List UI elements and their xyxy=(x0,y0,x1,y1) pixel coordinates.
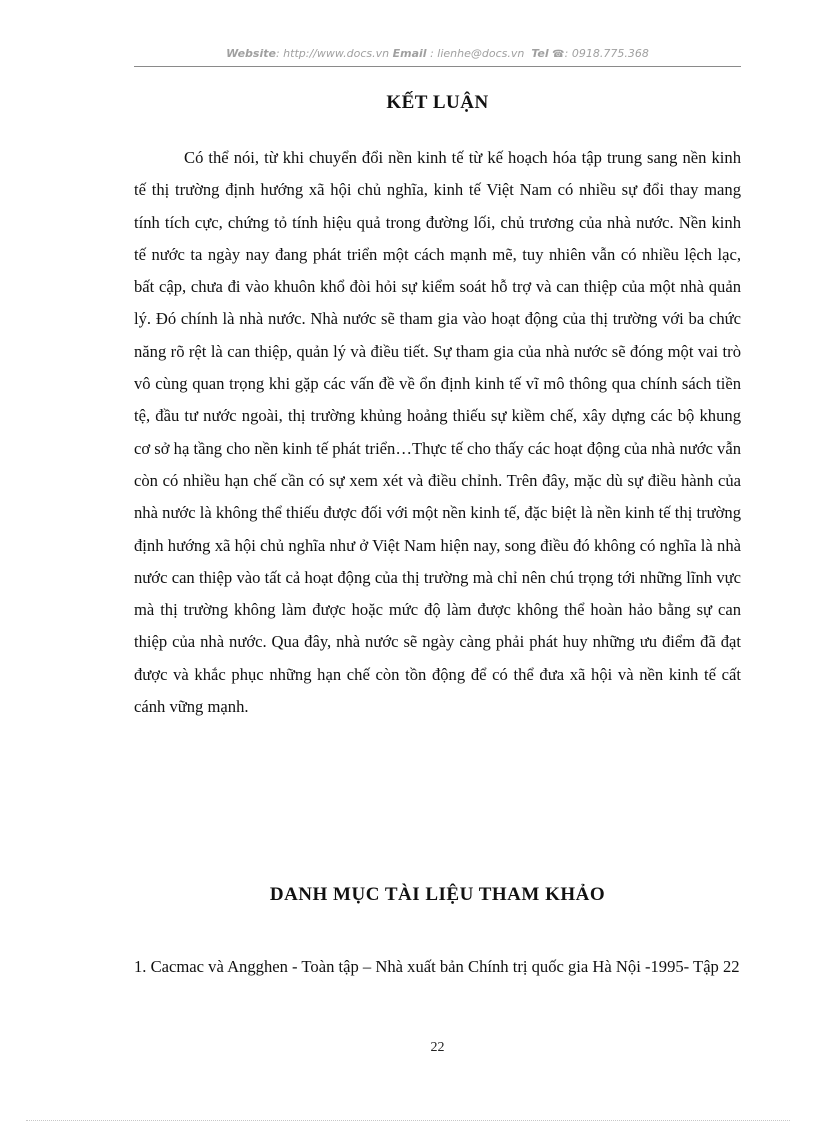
references-title: DANH MỤC TÀI LIỆU THAM KHẢO xyxy=(269,884,606,905)
tel-label: Tel xyxy=(531,47,549,60)
website-value: : http://www.docs.vn xyxy=(275,47,390,60)
header-divider xyxy=(134,66,741,67)
phone-icon: ☎ xyxy=(552,49,565,60)
website-label: Website xyxy=(226,47,276,60)
email-label: Email xyxy=(392,47,427,60)
tel-value: : 0918.775.368 xyxy=(564,47,649,60)
page-bottom-edge xyxy=(26,1120,790,1121)
reference-item: 1. Cacmac và Angghen - Toàn tập – Nhà xuất bản Chính trị quốc gia Hà Nội -1995- Tập 22 xyxy=(134,957,740,976)
email-value: : lienhe@docs.vn xyxy=(430,47,525,60)
conclusion-title: KẾT LUẬN xyxy=(386,92,489,113)
page-header xyxy=(134,47,741,60)
page-number: 22 xyxy=(430,1040,445,1055)
conclusion-paragraph: Có thể nói, từ khi chuyển đổi nền kinh tế từ kế hoạch hóa tập trung sang nền kinh tế thị trường định hướng xã hội chủ nghĩa, kinh tế Việt Nam có nhiều sự đổi thay mang tính tích cực, chứng tỏ tính hiệu quả trong đường lối, chủ trương của nhà nước. Nền kinh tế nước ta ngày nay đang phát triển một cách mạnh mẽ, tuy nhiên vẫn có nhiều lệch lạc, bất cập, chưa đi vào khuôn khổ đòi hỏi sự kiểm soát hỗ trợ và can thiệp của một nhà quản lý. Đó chính là nhà nước. Nhà nước sẽ tham gia vào hoạt động của thị trường với ba chức năng rõ rệt là can thiệp, quản lý và điều tiết. Sự tham gia của nhà nước sẽ đóng một vai trò vô cùng quan trọng khi gặp các vấn đề về ổn định kinh tế vĩ mô thông qua chính sách tiền tệ, đầu tư nước ngoài, thị trường khủng hoảng thiếu sự kiềm chế, xây dựng các bộ khung cơ sở hạ tầng cho nền kinh tế phát triển…Thực tế cho thấy các hoạt động của nhà nước vẫn còn có nhiều hạn chế cần có sự xem xét và điều chỉnh. Trên đây, mặc dù sự điều hành của nhà nước là không thể thiếu được đối với một nền kinh tế, đặc biệt là nền kinh tế thị trường định hướng xã hội chủ nghĩa như ở Việt Nam hiện nay, song điều đó không có nghĩa là nhà nước can thiệp vào tất cả hoạt động của thị trường mà chỉ nên chú trọng tới những lĩnh vực mà thị trường không làm được hoặc mức độ làm được không thể hoàn hảo bằng sự can thiệp của nhà nước. Qua đây, nhà nước sẽ ngày càng phải phát huy những ưu điểm đã đạt được và khắc phục những hạn chế còn tồn động để có thể đưa xã hội và nền kinh tế cất cánh vững mạnh. xyxy=(134,148,741,717)
